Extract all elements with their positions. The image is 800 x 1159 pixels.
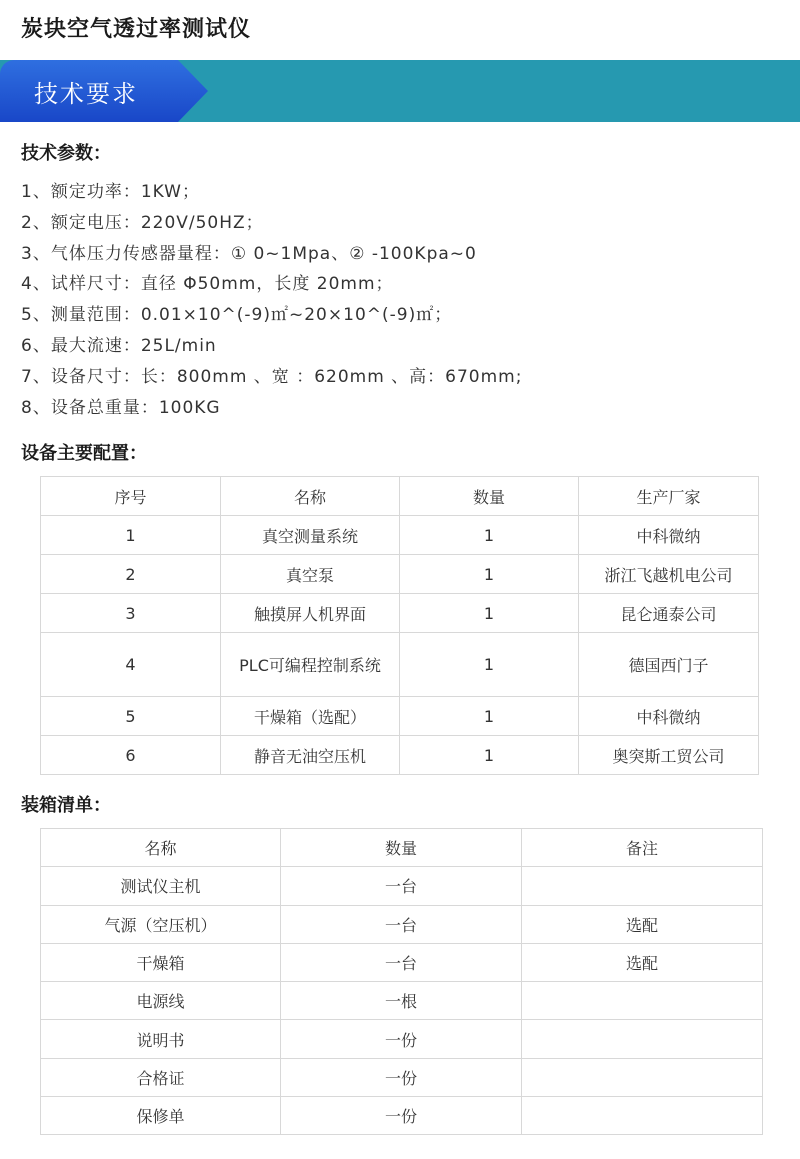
cell-maker: 浙江飞越机电公司	[579, 555, 759, 594]
cell-index: 3	[41, 594, 221, 633]
cell-name: 气源（空压机）	[41, 905, 281, 943]
packing-heading: 装箱清单：	[21, 795, 111, 816]
param-item: 8、设备总重量：100KG	[21, 397, 221, 418]
table-row	[41, 1058, 763, 1096]
param-item: 4、试样尺寸：直径 Φ50mm，长度 20mm；	[21, 274, 394, 295]
table-row	[41, 867, 763, 905]
cell-qty: 1	[400, 697, 579, 736]
cell-name: 干燥箱（选配）	[221, 697, 400, 736]
cell-qty: 1	[400, 594, 579, 633]
cell-maker: 中科微纳	[579, 697, 759, 736]
table-row	[41, 1097, 763, 1135]
header-cell: 名称	[41, 829, 281, 867]
cell-note	[522, 1020, 763, 1058]
param-item: 2、额定电压：220V/50HZ；	[21, 212, 264, 233]
cell-note	[522, 982, 763, 1020]
cell-name: 触摸屏人机界面	[221, 594, 400, 633]
param-item: 1、额定功率：1KW；	[21, 182, 200, 202]
config-heading: 设备主要配置：	[21, 443, 147, 464]
cell-name: 静音无油空压机	[221, 736, 400, 775]
cell-maker: 德国西门子	[579, 633, 759, 697]
cell-note	[522, 867, 763, 905]
param-item: 5、测量范围：0.01×10^(-9)㎡~20×10^(-9)㎡；	[21, 305, 453, 326]
cell-qty: 1	[400, 555, 579, 594]
table-header-row	[41, 477, 759, 516]
table-row	[41, 943, 763, 981]
param-item: 3、气体压力传感器量程：① 0~1Mpa、② -100Kpa~0	[21, 243, 477, 264]
cell-name: PLC可编程控制系统	[221, 633, 400, 697]
cell-qty: 一台	[281, 867, 522, 905]
cell-index: 2	[41, 555, 221, 594]
param-item: 6、最大流速：25L/min	[21, 335, 217, 356]
table-row	[41, 982, 763, 1020]
cell-note: 选配	[522, 943, 763, 981]
cell-qty: 一台	[281, 943, 522, 981]
cell-note: 选配	[522, 905, 763, 943]
param-item: 7、设备尺寸：长：800mm 、宽 ：620mm 、高：670mm;	[21, 366, 523, 387]
table-row	[41, 736, 759, 775]
cell-name: 电源线	[41, 982, 281, 1020]
table-row	[41, 633, 759, 697]
cell-qty: 1	[400, 633, 579, 697]
cell-maker: 中科微纳	[579, 516, 759, 555]
tech-params-heading: 技术参数：	[21, 143, 111, 164]
table-row	[41, 516, 759, 555]
cell-qty: 一份	[281, 1058, 522, 1096]
cell-name: 合格证	[41, 1058, 281, 1096]
table-header-row	[41, 829, 763, 867]
cell-maker: 昆仑通泰公司	[579, 594, 759, 633]
cell-name: 保修单	[41, 1097, 281, 1135]
header-cell: 数量	[400, 477, 579, 516]
cell-index: 1	[41, 516, 221, 555]
cell-qty: 一根	[281, 982, 522, 1020]
banner-label: 技术要求	[34, 80, 138, 108]
table-row	[41, 594, 759, 633]
cell-index: 6	[41, 736, 221, 775]
cell-name: 测试仪主机	[41, 867, 281, 905]
header-cell: 名称	[221, 477, 400, 516]
table-row	[41, 1020, 763, 1058]
header-cell: 序号	[41, 477, 221, 516]
tech-params-list	[21, 177, 522, 423]
cell-index: 4	[41, 633, 221, 697]
cell-qty: 一台	[281, 905, 522, 943]
cell-qty: 1	[400, 516, 579, 555]
cell-name: 真空测量系统	[221, 516, 400, 555]
cell-maker: 奥突斯工贸公司	[579, 736, 759, 775]
header-cell: 数量	[281, 829, 522, 867]
config-table	[40, 476, 759, 775]
page-title: 炭块空气透过率测试仪	[21, 17, 252, 42]
cell-name: 说明书	[41, 1020, 281, 1058]
cell-qty: 1	[400, 736, 579, 775]
header-cell: 生产厂家	[579, 477, 759, 516]
section-banner	[0, 60, 800, 122]
cell-qty: 一份	[281, 1020, 522, 1058]
packing-table	[40, 828, 763, 1135]
cell-index: 5	[41, 697, 221, 736]
table-row	[41, 905, 763, 943]
cell-note	[522, 1097, 763, 1135]
cell-name: 真空泵	[221, 555, 400, 594]
cell-qty: 一份	[281, 1097, 522, 1135]
cell-note	[522, 1058, 763, 1096]
cell-name: 干燥箱	[41, 943, 281, 981]
header-cell: 备注	[522, 829, 763, 867]
table-row	[41, 555, 759, 594]
table-row	[41, 697, 759, 736]
